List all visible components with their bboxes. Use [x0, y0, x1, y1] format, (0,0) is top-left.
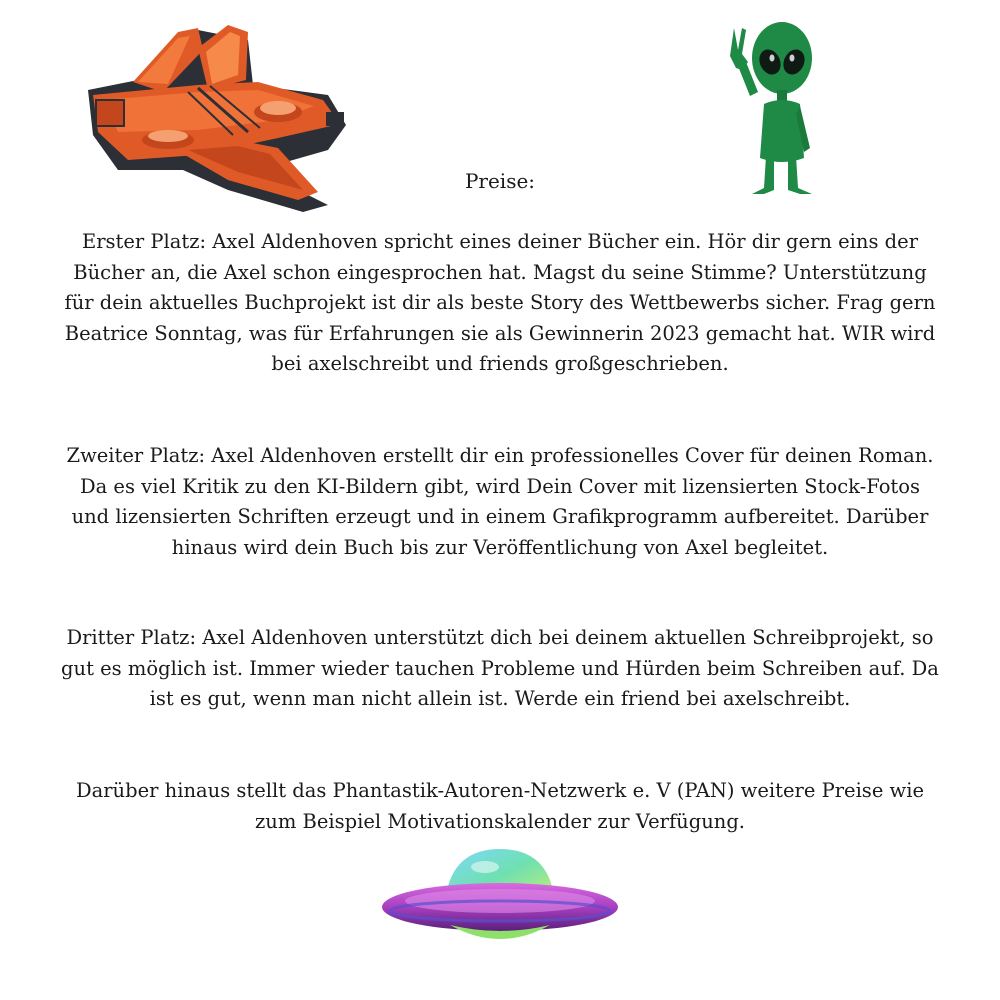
additional-prizes-paragraph: Darüber hinaus stellt das Phantastik-Autoren-Netzwerk e. V (PAN) weitere Preise wie zum Beispiel Motivationskalender zur Verfügung.	[75, 779, 925, 833]
second-place-paragraph: Zweiter Platz: Axel Aldenhoven erstellt dir ein professionelles Cover für deinen Roman. Da es viel Kritik zu den KI-Bildern gibt, wird Dein Cover mit lizensierten Stock-Fotos und lizensierten Schriften erzeugt und in einem Grafikprogramm aufbereitet. Darüber hinaus wird dein Buch bis zur Veröffentlichung von Axel begleitet.	[66, 444, 934, 559]
ufo-icon	[380, 845, 620, 955]
prizes-heading: Preise:	[464, 169, 536, 193]
third-place-paragraph: Dritter Platz: Axel Aldenhoven unterstützt dich bei deinem aktuellen Schreibprojekt, so gut es möglich ist. Immer wieder tauchen Probleme und Hürden beim Schreiben auf. Da ist es gut, wenn man nicht allein ist. Werde ein friend bei axelschreibt.	[61, 626, 939, 710]
first-place-paragraph: Erster Platz: Axel Aldenhoven spricht eines deiner Bücher ein. Hör dir gern eins der Bücher an, die Axel schon eingesprochen hat. Magst du seine Stimme? Unterstützung für dein aktuelles Buchprojekt ist dir als beste Story des Wettbewerbs sicher. Frag gern Beatrice Sonntag, was für Erfahrungen sie als Gewinnerin 2023 gemacht hat. WIR wird bei axelschreibt und friends großgeschrieben.	[64, 230, 936, 375]
